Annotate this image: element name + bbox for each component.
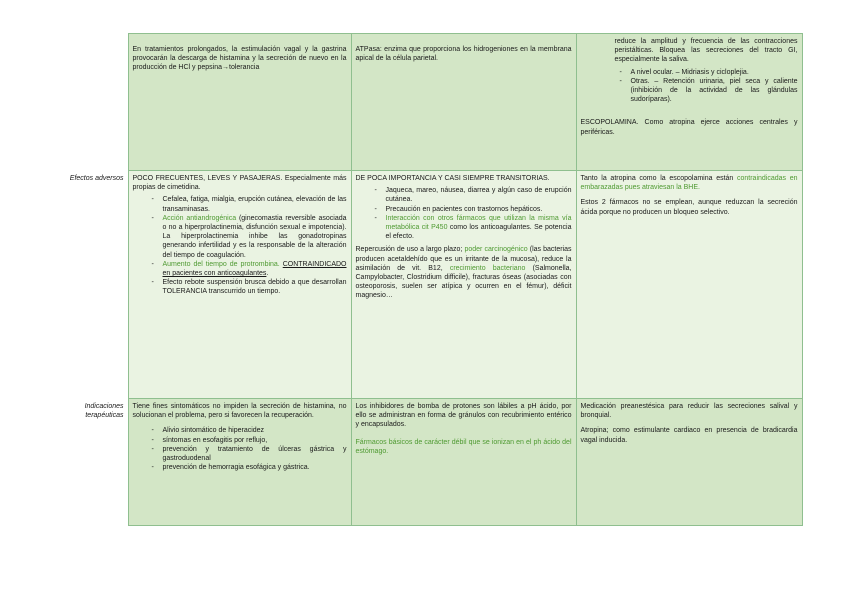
cell-text [581,174,798,192]
list-item [386,214,572,242]
bullet-list [133,426,347,472]
highlight-text: Fármacos básicos de carácter débil que se ionizan en el ph ácido del estómago. [355,438,572,455]
table-cell [351,399,576,526]
underlined-text: CONTRAINDICADO en pacientes con anticoagulantes [162,260,347,278]
list-item: - prevención y tratamiento de úlceras gástrica y gastroduodenal [163,445,347,463]
highlight-text: Acción antiandrogénica [162,214,237,222]
table-cell [128,34,351,171]
list-item: - Alivio sintomático de hiperacidez [163,426,347,435]
table-cell [576,399,802,526]
list-item: - Cefalea, fatiga, mialgia, erupción cutánea, elevación de las transaminasas. [163,195,347,213]
table-cell [128,399,351,526]
list-item [163,214,347,260]
cell-text: Medicación preanestésica para reducir las secreciones salival y bronquial. [580,403,798,420]
cell-text [356,245,572,300]
cell-text: ATPasa: enzima que proporciona los hidrogeniones en la membrana apical de la célula parietal. [355,46,572,63]
list-item: - prevención de hemorragia esofágica y gástrica. [163,463,347,472]
highlight-text: Interacción con otros fármacos que utilizan la misma vía metabólica cit P450 [385,214,572,232]
text-span: Tanto la atropina como la escopolamina están [580,175,737,182]
cell-text: Atropina; como estimulante cardiaco en presencia de bradicardia vagal inducida. [580,427,798,444]
highlight-text: crecimiento bacteriano [449,264,526,272]
text-span: Repercusión de uso a largo plazo; [355,246,465,254]
list-item: - síntomas en esofagitis por reflujo, [163,436,347,445]
bullet-list [356,186,572,241]
highlight-text: Aumento del tiempo de protrombina. [162,260,280,268]
text-span: (las bacterias producen acetaldehído que es un irritante de la mucosa), reduce la asimilación de vit. B12, [355,246,572,272]
cell-text: En tratamientos prolongados, la estimulación vagal y la gastrina provocarán la descarga de histamina y la secreción de nuevo en la producción de HCl y pepsina→tolerancia [132,46,347,72]
bullet-list [133,195,347,296]
cell-text: reduce la amplitud y frecuencia de las contracciones peristálticas. Bloquea las secreciones del tracto GI, especialmente la saliva. [614,38,798,64]
list-item-text: (ginecomastia reversible asociada o no a hiperprolactinemia, disfunción sexual e impotencia). La hiperprolactinemia inhibe las gonadotropinas generando infertilidad y es la responsable de la alteración del tiempo de coagulación. [162,214,347,259]
cell-text: ESCOPOLAMINA. Como atropina ejerce acciones centrales y periféricas. [580,119,798,136]
list-item: - Precaución en pacientes con trastornos hepáticos. [386,205,572,214]
list-item: - A nivel ocular. – Midriasis y cicloplejia. [631,68,798,77]
cell-heading: POCO FRECUENTES, LEVES Y PASAJERAS. Especialmente más propias de cimetidina. [132,175,347,192]
list-item: - Otras. – Retención urinaria, piel seca y caliente (inhibición de la actividad de las glándulas sudoríparas). [631,77,798,105]
highlight-text: poder carcinogénico [464,246,528,254]
cell-heading: DE POCA IMPORTANCIA Y CASI SIEMPRE TRANSITORIAS. [355,175,550,182]
table-row [46,171,802,399]
table-cell [351,171,576,399]
bullet-list [607,68,798,105]
highlight-text: contraindicadas en embarazadas pues atraviesan la BHE. [580,175,798,192]
list-item-text: . [266,270,269,278]
table-cell [576,171,802,399]
list-item-text: como los anticoagulantes. Se potencia el efecto. [385,224,572,241]
list-item: - Efecto rebote suspensión brusca debido a que desarrollan TOLERANCIA transcurrido un tiempo. [163,278,347,296]
table-row [46,34,802,171]
cell-text: Los inhibidores de bomba de protones son lábiles a pH ácido, por ello se administran en forma de gránulos con recubrimiento entérico y encapsulados. [355,403,572,429]
row-label: Indicaciones terapéuticas [46,399,128,526]
row-label: Efectos adversos [46,171,128,399]
table-row [46,399,802,526]
table-cell [351,34,576,171]
row-label [46,34,128,171]
table-cell [576,34,802,171]
cell-text: Estos 2 fármacos no se emplean, aunque reduzcan la secreción ácida porque no producen un bloqueo selectivo. [580,199,798,216]
cell-text: Tiene fines sintomáticos no impiden la secreción de histamina, no solucionan el problema, pero si favorecen la recuperación. [132,403,347,420]
list-item: - Jaqueca, mareo, náusea, diarrea y algún caso de erupción cutánea. [386,186,572,204]
text-span: (Salmonella, Campylobacter, Clostridium difficile), fracturas óseas (asociadas con osteoporosis, suelen ser atípica y ocurren en el fémur), déficit magnesio… [355,264,572,300]
table-cell [128,171,351,399]
list-item [163,260,347,278]
pharmacology-table [46,33,803,526]
